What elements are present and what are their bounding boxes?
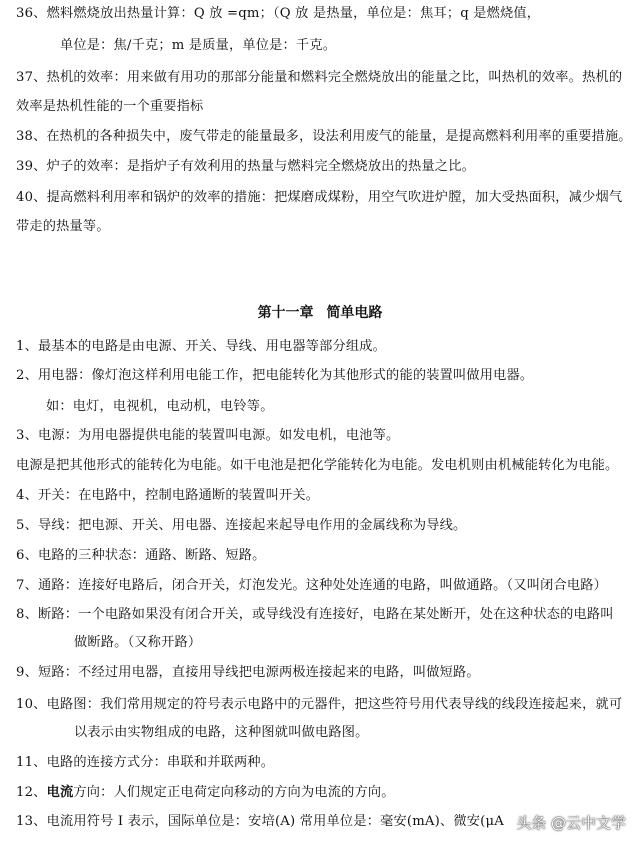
text-line-12 bbox=[16, 784, 630, 802]
text-line-6: 6、电路的三种状态：通路、断路、短路。 bbox=[16, 548, 266, 563]
text-line-37-cont: 效率是热机性能的一个重要指标 bbox=[16, 99, 204, 114]
text-line-36: 36、燃料燃烧放出热量计算：Q 放 =qm；（Q 放 是热量，单位是：焦耳；q 是燃烧值， bbox=[16, 6, 541, 21]
text-line-13: 13、电流用符号 I 表示，国际单位是：安培(A) 常用单位是：毫安(mA)、微安(μA bbox=[16, 814, 504, 829]
text-line-7: 7、通路：连接好电路后，闭合开关，灯泡发光。这种处处连通的电路，叫做通路。（又叫闭合电路） bbox=[16, 578, 608, 593]
chapter-number: 第十一章 bbox=[257, 305, 314, 321]
line-12-bold-term: 电流 bbox=[46, 785, 74, 800]
text-line-1: 1、最基本的电路是由电源、开关、导线、用电器等部分组成。 bbox=[16, 339, 387, 354]
text-line-8: 8、断路：一个电路如果没有闭合开关，或导线没有连接好，电路在某处断开，处在这种状态的电路叫 bbox=[16, 607, 614, 622]
text-line-39: 39、炉子的效率：是指炉子有效利用的热量与燃料完全燃烧放出的热量之比。 bbox=[16, 159, 475, 174]
chapter-name: 简单电路 bbox=[326, 305, 383, 321]
text-line-2-example: 如：电灯，电视机，电动机，电铃等。 bbox=[46, 399, 274, 414]
text-line-40: 40、提高燃料利用率和锅炉的效率的措施：把煤磨成煤粉，用空气吹进炉膛，加大受热面积，减少烟气 bbox=[16, 190, 623, 205]
line-12-rest: 方向：人们规定正电荷定向移动的方向为电流的方向。 bbox=[73, 785, 395, 800]
text-line-38: 38、在热机的各种损失中，废气带走的能量最多，设法利用废气的能量，是提高燃料利用率的重要措施。 bbox=[16, 129, 632, 144]
text-line-36-cont: 单位是：焦/千克；m 是质量，单位是：千克。 bbox=[60, 38, 337, 53]
chapter-title bbox=[0, 304, 640, 322]
text-line-2: 2、用电器：像灯泡这样利用电能工作，把电能转化为其他形式的能的装置叫做用电器。 bbox=[16, 368, 534, 383]
watermark bbox=[516, 811, 626, 833]
text-line-4: 4、开关：在电路中，控制电路通断的装置叫开关。 bbox=[16, 488, 320, 503]
text-line-5: 5、导线：把电源、开关、用电器、连接起来起导电作用的金属线称为导线。 bbox=[16, 518, 467, 533]
watermark-text: 头条 @云中文学 bbox=[516, 813, 626, 832]
text-line-10: 10、电路图：我们常用规定的符号表示电路中的元器件，把这些符号用代表导线的线段连接起来，就可 bbox=[16, 697, 623, 712]
text-line-37: 37、热机的效率：用来做有用功的那部分能量和燃料完全燃烧放出的能量之比，叫热机的效率。热机的 bbox=[16, 70, 623, 85]
text-line-10-cont: 以表示由实物组成的电路，这种图就叫做电路图。 bbox=[74, 725, 369, 740]
text-line-3: 3、电源：为用电器提供电能的装置叫电源。如发电机，电池等。 bbox=[16, 428, 400, 443]
text-line-11: 11、电路的连接方式分：串联和并联两种。 bbox=[16, 755, 275, 770]
text-line-40-cont: 带走的热量等。 bbox=[16, 219, 110, 234]
text-line-9: 9、短路：不经过用电器，直接用导线把电源两极连接起来的电路，叫做短路。 bbox=[16, 665, 480, 680]
text-line-8-cont: 做断路。（又称开路） bbox=[74, 635, 202, 650]
text-line-3-cont: 电源是把其他形式的能转化为电能。如干电池是把化学能转化为电能。发电机则由机械能转化为电能。 bbox=[16, 458, 619, 473]
line-12-prefix: 12、 bbox=[16, 785, 47, 800]
